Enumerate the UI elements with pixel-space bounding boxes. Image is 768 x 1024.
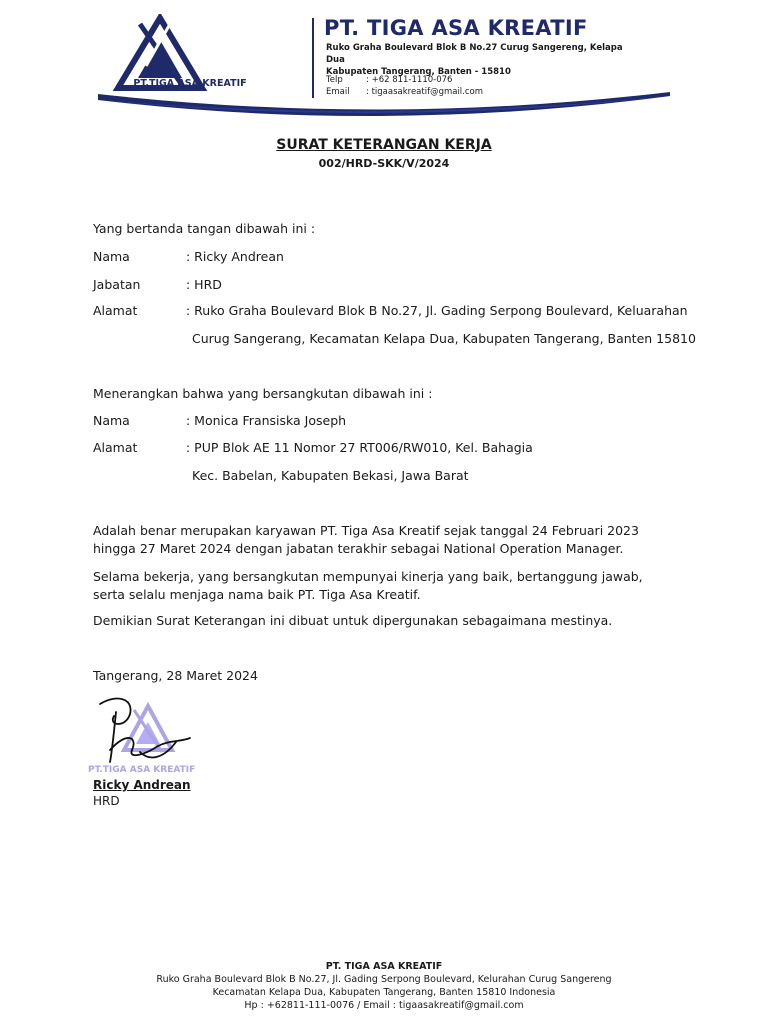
employee-address-value2: Kec. Babelan, Kabupaten Bekasi, Jawa Barat [192,468,469,483]
signer-name-row [93,249,284,264]
signature-stamp [86,692,206,782]
employee-name-label: Nama [93,413,130,428]
employee-name-value: : Monica Fransiska Joseph [186,413,347,428]
paragraph-employment: Adalah benar merupakan karyawan PT. Tiga Asa Kreatif sejak tanggal 24 Februari 2023 hingga 27 Maret 2024 dengan jabatan terakhir sebagai National Operation Manager. [93,523,639,556]
signer-position-row [93,277,222,292]
logo-caption: PT.TIGA ASA KREATIF [133,78,247,89]
employee-address-label: Alamat [93,440,138,455]
header-swoosh [90,84,678,130]
company-name: PT. TIGA ASA KREATIF [324,16,588,40]
signer-address-row [93,303,688,318]
signer-address-value2: Curug Sangerang, Kecamatan Kelapa Dua, Kabupaten Tangerang, Banten 15810 [192,331,696,346]
signer-intro: Yang bertanda tangan dibawah ini : [93,221,316,236]
signer-address-label: Alamat [93,303,138,318]
signer-position-value: : HRD [186,277,222,292]
signer-name-signature: Ricky Andrean [93,778,191,792]
footer-contact: Hp : +62811-111-0076 / Email : tigaasakreatif@gmail.com [244,1000,524,1011]
signer-name-value: : Ricky Andrean [186,249,284,264]
employee-intro: Menerangkan bahwa yang bersangkutan dibawah ini : [93,386,433,401]
telp-value: : +62 811-1110-076 [366,75,453,85]
company-address-line2: Kabupaten Tangerang, Banten - 15810 [326,67,511,77]
paragraph-closing: Demikian Surat Keterangan ini dibuat untuk dipergunakan sebagaimana mestinya. [93,613,613,628]
employee-address-row [93,440,533,455]
signer-position-label: Jabatan [93,277,141,292]
telp-label: Telp [326,75,343,85]
employee-address-value1: : PUP Blok AE 11 Nomor 27 RT006/RW010, Kel. Bahagia [186,440,533,455]
footer-address-line1: Ruko Graha Boulevard Blok B No.27, Jl. Gading Serpong Boulevard, Kelurahan Curug Sangereng [156,974,612,985]
email-value: : tigaasakreatif@gmail.com [366,87,484,97]
paragraph-performance: Selama bekerja, yang bersangkutan mempunyai kinerja yang baik, bertanggung jawab, serta selalu menjaga nama baik PT. Tiga Asa Kreatif. [93,569,643,602]
letterhead [90,0,678,130]
email-label: Email [326,87,350,97]
signer-name-label: Nama [93,249,130,264]
footer-address-line2: Kecamatan Kelapa Dua, Kabupaten Tangerang, Banten 15810 Indonesia [212,987,556,998]
footer-company: PT. TIGA ASA KREATIF [325,961,443,972]
company-address [326,42,626,78]
signer-address-value1: : Ruko Graha Boulevard Blok B No.27, Jl. Gading Serpong Boulevard, Keluarahan [186,303,688,318]
document-number: 002/HRD-SKK/V/2024 [318,157,450,170]
stamp-text: PT.TIGA ASA KREATIF [88,765,196,775]
place-date: Tangerang, 28 Maret 2024 [93,668,258,683]
company-address-line1: Ruko Graha Boulevard Blok B No.27 Curug Sangereng, Kelapa Dua [326,43,623,65]
document-title: SURAT KETERANGAN KERJA [276,137,492,153]
employee-name-row [93,413,346,428]
footer [0,960,768,1012]
signer-position-signature: HRD [93,794,120,808]
